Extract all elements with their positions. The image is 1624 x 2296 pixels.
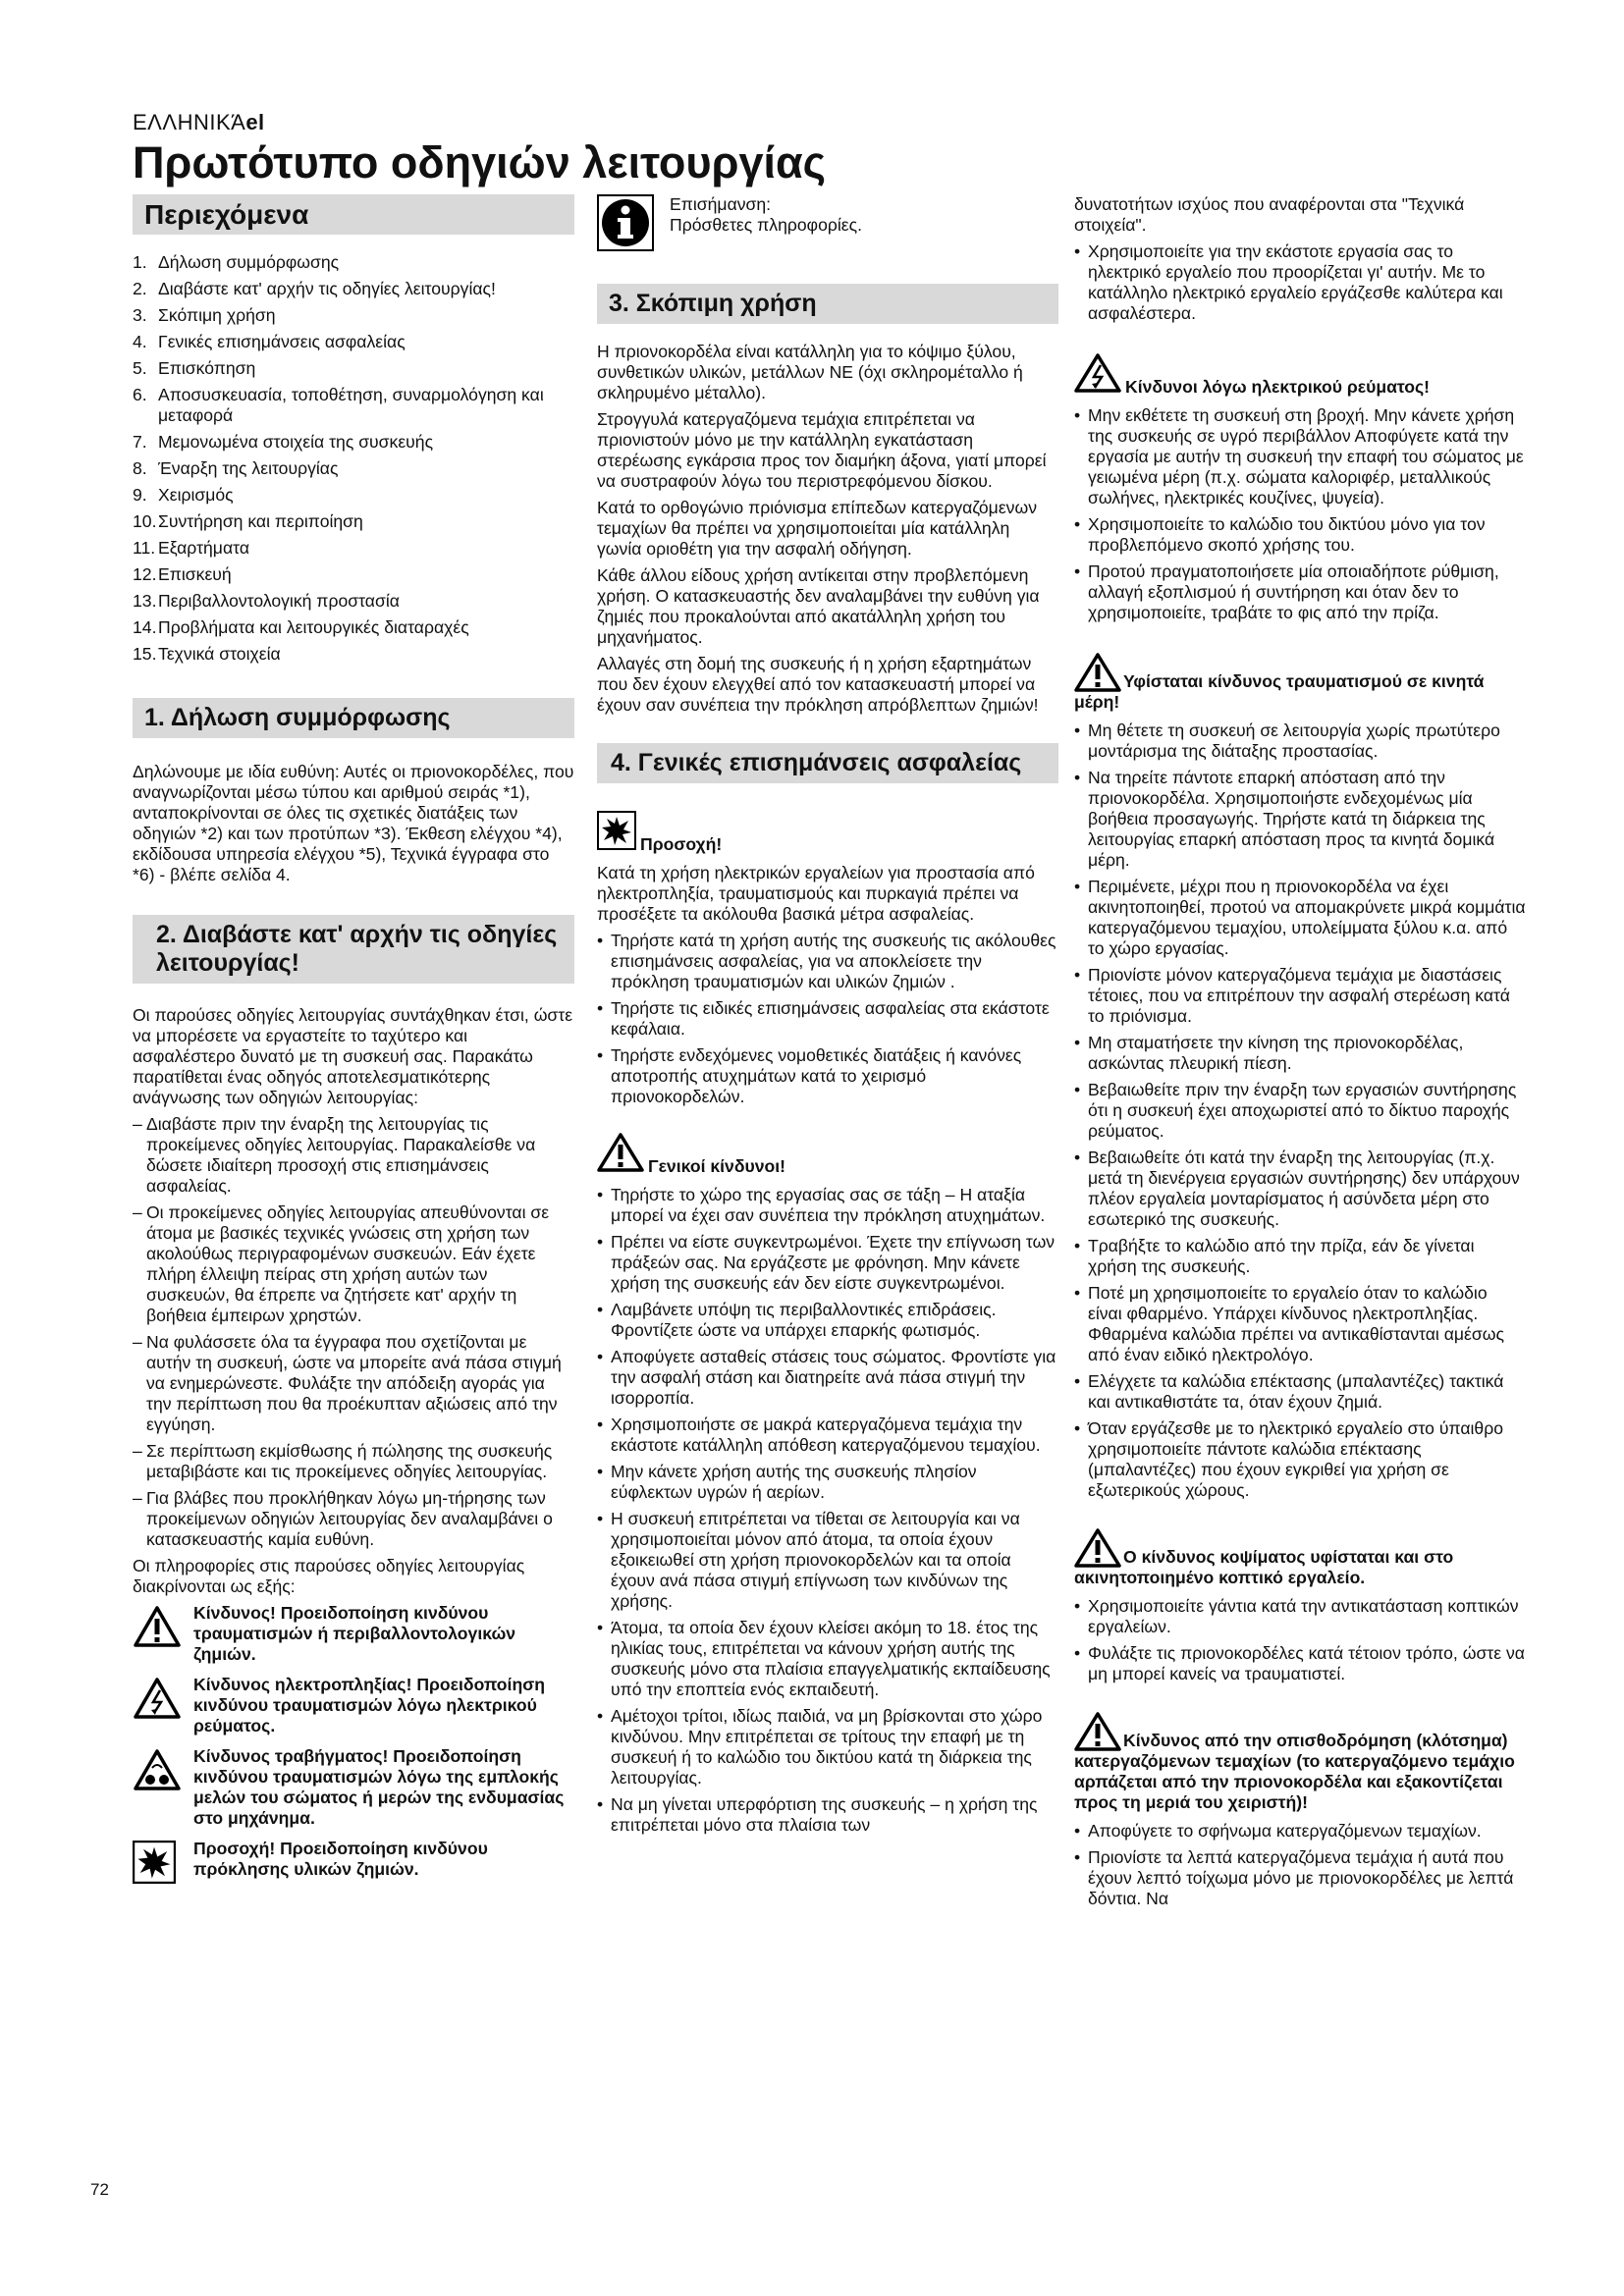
general-hazard-item-text: • Πρέπει να είστε συγκεντρωμένοι. Έχετε την επίγνωση των πράξεών σας. Να εργάζεστε με φρόνηση. Μην κάνετε χρήση της συσκευής εάν δεν είστε συγκεντρωμένοι. bbox=[611, 1232, 1056, 1293]
general-hazard-item bbox=[597, 1300, 1058, 1341]
toc-title: Δήλωση συμμόρφωσης bbox=[158, 252, 340, 272]
general-hazard-item-text: • Τηρήστε το χώρο της εργασίας σας σε τάξη – Η αταξία μπορεί να έχει σαν συνέπεια την πρόκληση ατυχημάτων. bbox=[611, 1185, 1046, 1225]
general-hazard-item-text: • Άτομα, τα οποία δεν έχουν κλείσει ακόμη το 18. έτος της ηλικίας τους, επιτρέπεται να κάνουν χρήση αυτής της συσκευής μόνο στα πλαίσια επαγγελματικής εκπαίδευσης υπό την εποπτεία ενός εκπαιδευτή. bbox=[611, 1618, 1051, 1699]
section-1-heading: 1. Δήλωση συμμόρφωσης bbox=[133, 698, 574, 738]
general-hazard-item bbox=[597, 1794, 1058, 1836]
section-2-item bbox=[133, 1202, 574, 1326]
toc-title: Γενικές επισημάνσεις ασφαλείας bbox=[158, 332, 406, 351]
section-3-paragraph: Στρογγυλά κατεργαζόμενα τεμάχια επιτρέπεται να πριονιστούν μόνο με την κατάλληλη εγκατάσταση στερέωσης εγκάρσια προς τον διαμήκη άξονα, γιατί μπορεί να συστραφούν λόγω του περιστρεφόμενου δίσκου. bbox=[597, 409, 1047, 491]
moving-parts-item-text: • Μη σταματήσετε την κίνηση της πριονοκορδέλας, ασκώντας πλευρική πίεση. bbox=[1088, 1033, 1464, 1073]
moving-parts-item bbox=[1074, 1283, 1526, 1365]
moving-parts-item bbox=[1074, 1371, 1526, 1413]
moving-parts-item bbox=[1074, 768, 1526, 871]
general-hazard-item-text: • Αποφύγετε ασταθείς στάσεις τους σώματος. Φροντίστε για την ασφαλή στάση και διατηρείτε ανά πάσα στιγμή την ισορροπία. bbox=[611, 1347, 1056, 1408]
moving-parts-item bbox=[1074, 1033, 1526, 1074]
general-hazard-item-text: • Λαμβάνετε υπόψη τις περιβαλλοντικές επιδράσεις. Φροντίζετε ώστε να υπάρχει επαρκής φωτισμός. bbox=[611, 1300, 997, 1340]
toc-number: 6. bbox=[133, 385, 147, 404]
caution-burst-icon bbox=[133, 1839, 193, 1889]
electric-hazard-item bbox=[1074, 561, 1526, 623]
kickback-title: Κίνδυνος από την οπισθοδρόμηση (κλότσημα) κατεργαζόμενων τεμαχίων (το κατεργαζόμενο τεμάχιο αρπάζεται από την πριονοκορδέλα και εξακοντίζεται προς τη μεριά του χειριστή)! bbox=[1074, 1731, 1515, 1812]
toc-item bbox=[133, 252, 574, 273]
cutting-hazard-item bbox=[1074, 1643, 1526, 1684]
toc-title: Προβλήματα και λειτουργικές διαταραχές bbox=[158, 617, 469, 637]
legend-item bbox=[133, 1675, 574, 1736]
kickback-item-text: • Πριονίστε τα λεπτά κατεργαζόμενα τεμάχια ή αυτά που έχουν λεπτό τοίχωμα μόνο με πριονοκορδέλες με λεπτά δόντια. Να bbox=[1088, 1847, 1514, 1908]
cutting-hazard-item-text: • Φυλάξτε τις πριονοκορδέλες κατά τέτοιον τρόπο, ώστε να μη μπορεί κανείς να τραυματιστεί. bbox=[1088, 1643, 1525, 1683]
cutting-hazard-block bbox=[1074, 1528, 1526, 1588]
kickback-item bbox=[1074, 1847, 1526, 1909]
toc-number: 11. bbox=[133, 538, 156, 558]
caution-list bbox=[597, 931, 1058, 1107]
page-title: Πρωτότυπο οδηγιών λειτουργίας bbox=[133, 137, 827, 187]
general-hazard-item bbox=[597, 1415, 1058, 1456]
section-3-paragraph: Η πριονοκορδέλα είναι κατάλληλη για το κόψιμο ξύλου, συνθετικών υλικών, μετάλλων ΝΕ (όχι σκληρομέταλλο ή σκληρυμένο μέταλλο). bbox=[597, 342, 1023, 402]
language-label bbox=[133, 110, 265, 135]
kickback-item bbox=[1074, 1821, 1526, 1842]
toc-item bbox=[133, 564, 574, 585]
moving-parts-item bbox=[1074, 1418, 1526, 1501]
section-3-paragraph: Κατά το ορθογώνιο πριόνισμα επίπεδων κατεργαζόμενων τεμαχίων θα πρέπει να χρησιμοποιείται μία κατάλληλη γωνία οριοθέτη για την ασφαλή οδήγηση. bbox=[597, 498, 1037, 559]
moving-parts-item-text: • Βεβαιωθείτε ότι κατά την έναρξη της λειτουργίας (π.χ. μετά τη διενέργεια εργασιών συντήρησης) δεν υπάρχουν πλέον εργαλεία μονταρίσματος ή ασύνδετα μέρη στο εσωτερικό της συσκευής. bbox=[1088, 1148, 1520, 1229]
table-of-contents bbox=[133, 252, 574, 665]
continued-list bbox=[1074, 241, 1526, 324]
toc-item bbox=[133, 279, 574, 299]
legend-item bbox=[133, 1839, 574, 1889]
section-2-item-text: – Σε περίπτωση εκμίσθωσης ή πώλησης της συσκευής μεταβιβάστε και τις προκείμενες οδηγίες λειτουργίας. bbox=[146, 1441, 553, 1481]
toc-number: 3. bbox=[133, 305, 147, 325]
section-2-item bbox=[133, 1332, 574, 1435]
general-hazard-item-text: • Μην κάνετε χρήση αυτής της συσκευής πλησίον εύφλεκτων υγρών ή αερίων. bbox=[611, 1462, 977, 1502]
symbol-legend bbox=[133, 1603, 574, 1889]
toc-title: Μεμονωμένα στοιχεία της συσκευής bbox=[158, 432, 434, 452]
electric-hazard-icon bbox=[1074, 353, 1121, 398]
general-hazard-item bbox=[597, 1185, 1058, 1226]
note-text: Πρόσθετες πληροφορίες. bbox=[670, 215, 862, 235]
toc-item bbox=[133, 644, 574, 665]
moving-parts-item-text: • Περιμένετε, μέχρι που η πριονοκορδέλα να έχει ακινητοποιηθεί, προτού να απομακρύνετε μικρά κομμάτια κατεργαζόμενου τεμαχίου, υπολείμματα ξύλου κ.α. από το χώρο εργασίας. bbox=[1088, 877, 1526, 958]
section-2-item bbox=[133, 1488, 574, 1550]
caution-item bbox=[597, 1045, 1058, 1107]
moving-parts-item bbox=[1074, 1236, 1526, 1277]
general-hazard-item-text: • Να μη γίνεται υπερφόρτιση της συσκευής – η χρήση της επιτρέπεται μόνο στα πλαίσια των bbox=[611, 1794, 1038, 1835]
moving-parts-block bbox=[1074, 653, 1526, 713]
moving-parts-item-text: • Βεβαιωθείτε πριν την έναρξη των εργασιών συντήρησης ότι η συσκευή έχει αποχωριστεί από το δίκτυο παροχής ρεύματος. bbox=[1088, 1080, 1517, 1141]
toc-item bbox=[133, 485, 574, 506]
toc-title: Σκόπιμη χρήση bbox=[158, 305, 276, 325]
electric-hazards-block bbox=[1074, 353, 1526, 398]
continued-item bbox=[1074, 241, 1526, 324]
electric-hazards-title: Κίνδυνοι λόγω ηλεκτρικού ρεύματος! bbox=[1125, 377, 1431, 397]
moving-parts-item-text: • Να τηρείτε πάντοτε επαρκή απόσταση από την πριονοκορδέλα. Χρησιμοποιήστε ενδεχομένως μία βοήθεια προσαγωγής. Τηρήστε κατά τη διάρκεια της λειτουργίας επαρκή απόσταση προς τα κινητά δομικά μέρη. bbox=[1088, 768, 1495, 870]
toc-number: 13. bbox=[133, 591, 157, 611]
legend-item bbox=[133, 1746, 574, 1829]
toc-number: 7. bbox=[133, 432, 147, 452]
section-2-item-text: – Για βλάβες που προκλήθηκαν λόγω μη-τήρησης των προκείμενων οδηγιών λειτουργίας δεν αναλαμβάνει ο κατασκευαστής καμία ευθύνη. bbox=[146, 1488, 553, 1549]
toc-title: Εξαρτήματα bbox=[158, 538, 249, 558]
moving-parts-item-text: • Ποτέ μη χρησιμοποιείτε το εργαλείο όταν το καλώδιο είναι φθαρμένο. Υπάρχει κίνδυνος ηλεκτροπληξίας. Φθαρμένα καλώδια πρέπει να αντικαθίστανται αμέσως από έναν ειδικό ηλεκτρολόγο. bbox=[1088, 1283, 1504, 1364]
section-2-heading: 2. Διαβάστε κατ' αρχήν τις οδηγίες λειτουργίας! bbox=[133, 915, 574, 984]
warning-triangle-icon bbox=[1074, 671, 1123, 691]
electric-hazard-item-text: • Μην εκθέτετε τη συσκευή στη βροχή. Μην κάνετε χρήση της συσκευής σε υγρό περιβάλλον Αποφύγετε κατά την εργασία με αυτήν τη συσκευή την επαφή του σώματος με γειωμένα μέρη (π.χ. σώματα καλοριφέρ, μεταλλικούς σωλήνες, ηλεκτρικές κουζίνες, ψυγεία). bbox=[1088, 405, 1524, 507]
caution-item-text: • Τηρήστε κατά τη χρήση αυτής της συσκευής τις ακόλουθες επισημάνσεις ασφαλείας, για να αποκλείσετε την πρόκληση τραυματισμών και υλικών ζημιών . bbox=[611, 931, 1056, 991]
toc-item bbox=[133, 458, 574, 479]
toc-item bbox=[133, 385, 574, 426]
general-hazard-item bbox=[597, 1706, 1058, 1789]
toc-number: 5. bbox=[133, 358, 147, 378]
general-hazard-item-text: • Η συσκευή επιτρέπεται να τίθεται σε λειτουργία και να χρησιμοποιείται μόνον από άτομα, τα οποία έχουν εξοικειωθεί στη χρήση πριονοκορδελών και τα οποία έχουν ανά πάσα στιγμή επίγνωση των κινδύνων της χρήσης. bbox=[611, 1509, 1020, 1611]
moving-parts-item-text: • Τραβήξτε το καλώδιο από την πρίζα, εάν δε γίνεται χρήση της συσκευής. bbox=[1088, 1236, 1475, 1276]
moving-parts-item-text: • Όταν εργάζεσθε με το ηλεκτρικό εργαλείο στο ύπαιθρο χρησιμοποιείτε πάντοτε καλώδια επέκτασης (μπαλαντέζες) που έχουν εγκριθεί για χρήση σε εξωτερικούς χώρους. bbox=[1088, 1418, 1504, 1500]
moving-parts-item-text: • Μη θέτετε τη συσκευή σε λειτουργία χωρίς πρωτύτερο μοντάρισμα της διάταξης προστασίας. bbox=[1088, 721, 1500, 761]
moving-parts-item bbox=[1074, 1080, 1526, 1142]
toc-number: 4. bbox=[133, 332, 147, 351]
column-1 bbox=[133, 194, 574, 1898]
caution-block bbox=[597, 811, 1058, 855]
toc-title: Τεχνικά στοιχεία bbox=[158, 644, 281, 664]
legend-item bbox=[133, 1603, 574, 1665]
toc-title: Αποσυσκευασία, τοποθέτηση, συναρμολόγηση και μεταφορά bbox=[158, 385, 544, 425]
general-hazard-item-text: • Χρησιμοποιήστε σε μακρά κατεργαζόμενα τεμάχια την εκάστοτε κατάλληλη απόθεση κατεργαζόμενου τεμαχίου. bbox=[611, 1415, 1041, 1455]
toc-title: Έναρξη της λειτουργίας bbox=[158, 458, 339, 478]
section-2-item-text: – Να φυλάσσετε όλα τα έγγραφα που σχετίζονται με αυτήν τη συσκευή, ώστε να μπορείτε ανά πάσα στιγμή να ενημερώνεστε. Φυλάξτε την απόδειξη αγοράς για την περίπτωση που θα προέκυπταν αξιώσεις από την εγγύηση. bbox=[146, 1332, 562, 1434]
general-hazards-title: Γενικοί κίνδυνοι! bbox=[648, 1156, 786, 1176]
section-2-outro: Οι πληροφορίες στις παρούσες οδηγίες λειτουργίας διακρίνονται ως εξής: bbox=[133, 1556, 525, 1596]
section-3-heading: 3. Σκόπιμη χρήση bbox=[597, 284, 1058, 324]
warning-triangle-icon bbox=[133, 1603, 193, 1665]
toc-title: Συντήρηση και περιποίηση bbox=[158, 511, 363, 531]
caution-title: Προσοχή! bbox=[640, 834, 723, 854]
toc-item bbox=[133, 305, 574, 326]
general-hazard-item bbox=[597, 1618, 1058, 1700]
section-3-body bbox=[597, 342, 1058, 716]
info-icon bbox=[597, 194, 670, 256]
continued-text: δυνατοτήτων ισχύος που αναφέρονται στα "Τεχνικά στοιχεία". bbox=[1074, 194, 1465, 235]
cutting-hazard-title: Ο κίνδυνος κοψίματος υφίσταται και στο ακινητοποιημένο κοπτικό εργαλείο. bbox=[1074, 1547, 1454, 1587]
toc-title: Διαβάστε κατ' αρχήν τις οδηγίες λειτουργίας! bbox=[158, 279, 496, 298]
language-code: el bbox=[245, 110, 265, 134]
moving-parts-item-text: • Πριονίστε μόνον κατεργαζόμενα τεμάχια με διαστάσεις τέτοιες, που να επιτρέπουν την ασφαλή στερέωση κατά το πριόνισμα. bbox=[1088, 965, 1510, 1026]
electric-hazard-item-text: • Χρησιμοποιείτε το καλώδιο του δικτύου μόνο για τον προβλεπόμενο σκοπό χρήσης του. bbox=[1088, 514, 1486, 555]
toc-number: 2. bbox=[133, 279, 147, 298]
entanglement-hazard-icon bbox=[133, 1746, 193, 1829]
moving-parts-item bbox=[1074, 877, 1526, 959]
toc-number: 12. bbox=[133, 564, 157, 584]
section-2-item bbox=[133, 1441, 574, 1482]
toc-item bbox=[133, 591, 574, 612]
moving-parts-item-text: • Ελέγχετε τα καλώδια επέκτασης (μπαλαντέζες) τακτικά και αντικαθιστάτε τα, όταν έχουν ζημιά. bbox=[1088, 1371, 1504, 1412]
toc-number: 1. bbox=[133, 252, 147, 272]
section-2-item-text: – Οι προκείμενες οδηγίες λειτουργίας απευθύνονται σε άτομα με βασικές τεχνικές γνώσεις στη χρήση των ακολούθως περιγραφομένων συσκευών. Εάν έχετε πλήρη έλλειψη πείρας στη χρήση αυτών των συσκευών, θα έπρεπε να ζητήσετε κατ' αρχήν τη βοήθεια έμπειρων χρηστών. bbox=[146, 1202, 550, 1325]
column-3 bbox=[1074, 194, 1526, 1915]
legend-text: Προσοχή! Προειδοποίηση κινδύνου πρόκλησης υλικών ζημιών. bbox=[193, 1839, 488, 1879]
note-block bbox=[597, 194, 1058, 256]
toc-title: Περιβαλλοντολογική προστασία bbox=[158, 591, 400, 611]
caution-item bbox=[597, 998, 1058, 1040]
warning-triangle-icon bbox=[1074, 1731, 1123, 1750]
note-title: Επισήμανση: bbox=[670, 194, 772, 214]
toc-item bbox=[133, 432, 574, 453]
caution-burst-icon bbox=[597, 811, 636, 855]
general-hazard-item-text: • Αμέτοχοι τρίτοι, ιδίως παιδιά, να μη βρίσκονται στο χώρο κινδύνου. Μην επιτρέπεται σε τρίτους την επαφή με τη συσκευή ή το καλώδιο του δικτύου κατά τη διάρκεια της λειτουργίας. bbox=[611, 1706, 1043, 1788]
legend-text: Κίνδυνος! Προειδοποίηση κινδύνου τραυματισμών ή περιβαλλοντολογικών ζημιών. bbox=[193, 1603, 516, 1664]
kickback-list bbox=[1074, 1821, 1526, 1909]
general-hazard-item bbox=[597, 1232, 1058, 1294]
moving-parts-item bbox=[1074, 721, 1526, 762]
general-hazards-block bbox=[597, 1133, 1058, 1177]
cutting-hazard-list bbox=[1074, 1596, 1526, 1684]
toc-item bbox=[133, 511, 574, 532]
general-hazard-item bbox=[597, 1462, 1058, 1503]
caution-intro: Κατά τη χρήση ηλεκτρικών εργαλείων για προστασία από ηλεκτροπληξία, τραυματισμούς και πυρκαγιά πρέπει να προσέξετε τα ακόλουθα βασικά μέτρα ασφαλείας. bbox=[597, 863, 1035, 924]
section-2-item bbox=[133, 1114, 574, 1197]
column-2 bbox=[597, 194, 1058, 1842]
toc-number: 10. bbox=[133, 511, 157, 531]
toc-item bbox=[133, 617, 574, 638]
toc-number: 9. bbox=[133, 485, 147, 505]
caution-item bbox=[597, 931, 1058, 992]
general-hazard-item bbox=[597, 1347, 1058, 1409]
moving-parts-item bbox=[1074, 1148, 1526, 1230]
continued-item-text: • Χρησιμοποιείτε για την εκάστοτε εργασία σας το ηλεκτρικό εργαλείο που προορίζεται γι' αυτήν. Με το κατάλληλο ηλεκτρικό εργαλείο εργάζεσθε καλύτερα και ασφαλέστερα. bbox=[1088, 241, 1503, 323]
electric-hazards-list bbox=[1074, 405, 1526, 623]
warning-triangle-icon bbox=[597, 1133, 644, 1177]
caution-item-text: • Τηρήστε τις ειδικές επισημάνσεις ασφαλείας στα εκάστοτε κεφάλαια. bbox=[611, 998, 1050, 1039]
toc-item bbox=[133, 332, 574, 352]
warning-triangle-icon bbox=[1074, 1547, 1123, 1567]
general-hazard-item bbox=[597, 1509, 1058, 1612]
section-3-paragraph: Αλλαγές στη δομή της συσκευής ή η χρήση εξαρτημάτων που δεν έχουν ελεγχθεί από τον κατασκευαστή μπορεί να έχουν σαν συνέπεια την πρόκληση απρόβλεπτων ζημιών! bbox=[597, 654, 1039, 715]
section-2-item-text: – Διαβάστε πριν την έναρξη της λειτουργίας τις προκείμενες οδηγίες λειτουργίας. Παρακαλείσθε να δώσετε ιδιαίτερη προσοχή στις επισημάνσεις ασφαλείας. bbox=[146, 1114, 536, 1196]
caution-item-text: • Τηρήστε ενδεχόμενες νομοθετικές διατάξεις ή κανόνες αποτροπής ατυχημάτων κατά το χειρισμό πριονοκορδελών. bbox=[611, 1045, 1022, 1106]
toc-number: 8. bbox=[133, 458, 147, 478]
general-hazards-list bbox=[597, 1185, 1058, 1836]
language-name: ΕΛΛΗΝΙΚΆ bbox=[133, 110, 246, 134]
kickback-item-text: • Αποφύγετε το σφήνωμα κατεργαζόμενων τεμαχίων. bbox=[1088, 1821, 1482, 1841]
section-2-list bbox=[133, 1114, 574, 1550]
electric-hazard-item-text: • Προτού πραγματοποιήσετε μία οποιαδήποτε ρύθμιση, αλλαγή εξοπλισμού ή συντήρηση και όταν δεν το χρησιμοποιείτε, τραβάτε το φις από την πρίζα. bbox=[1088, 561, 1499, 622]
toc-number: 15. bbox=[133, 644, 157, 664]
toc-number: 14. bbox=[133, 617, 157, 637]
legend-text: Κίνδυνος τραβήγματος! Προειδοποίηση κινδύνου τραυματισμών λόγω της εμπλοκής μελών του σώματος ή μερών της ενδυμασίας στο μηχάνημα. bbox=[193, 1746, 565, 1828]
toc-item bbox=[133, 538, 574, 559]
moving-parts-title: Υφίσταται κίνδυνος τραυματισμού σε κινητά μέρη! bbox=[1074, 671, 1485, 712]
cutting-hazard-item bbox=[1074, 1596, 1526, 1637]
section-2-intro: Οι παρούσες οδηγίες λειτουργίας συντάχθηκαν έτσι, ώστε να μπορέσετε να εργαστείτε το ταχύτερο και ασφαλέστερο δυνατό με τη συσκευή σας. Παρακάτω παρατίθεται ένας οδηγός αποτελεσματικότερης ανάγνωσης των οδηγιών λειτουργίας: bbox=[133, 1005, 573, 1107]
section-1-text: Δηλώνουμε με ιδία ευθύνη: Αυτές οι πριονοκορδέλες, που αναγνωρίζονται μέσω τύπου και αριθμού σειράς *1), ανταποκρίνονται σε όλες τις σχετικές διατάξεις των οδηγιών *2) και των προτύπων *3). Έκθεση ελέγχου *4), εκδίδουσα υπηρεσία ελέγχου *5), Τεχνικά έγγραφα στο *6) - βλέπε σελίδα 4. bbox=[133, 762, 574, 884]
moving-parts-list bbox=[1074, 721, 1526, 1501]
toc-item bbox=[133, 358, 574, 379]
legend-text: Κίνδυνος ηλεκτροπληξίας! Προειδοποίηση κινδύνου τραυματισμών λόγω ηλεκτρικού ρεύματος. bbox=[193, 1675, 545, 1735]
electric-hazard-item bbox=[1074, 405, 1526, 508]
section-4-heading: 4. Γενικές επισημάνσεις ασφαλείας bbox=[597, 743, 1058, 783]
contents-heading: Περιεχόμενα bbox=[133, 194, 574, 235]
toc-title: Επισκόπηση bbox=[158, 358, 256, 378]
moving-parts-item bbox=[1074, 965, 1526, 1027]
electric-hazard-item bbox=[1074, 514, 1526, 556]
page-number: 72 bbox=[90, 2180, 109, 2199]
section-3-paragraph: Κάθε άλλου είδους χρήση αντίκειται στην προβλεπόμενη χρήση. Ο κατασκευαστής δεν αναλαμβάνει την ευθύνη για ζημιές που προκαλούνται από ακατάλληλη χρήση του μηχανήματος. bbox=[597, 565, 1040, 647]
toc-title: Χειρισμός bbox=[158, 485, 234, 505]
cutting-hazard-item-text: • Χρησιμοποιείτε γάντια κατά την αντικατάσταση κοπτικών εργαλείων. bbox=[1088, 1596, 1519, 1636]
kickback-block bbox=[1074, 1712, 1526, 1813]
electric-hazard-icon bbox=[133, 1675, 193, 1736]
toc-title: Επισκευή bbox=[158, 564, 232, 584]
